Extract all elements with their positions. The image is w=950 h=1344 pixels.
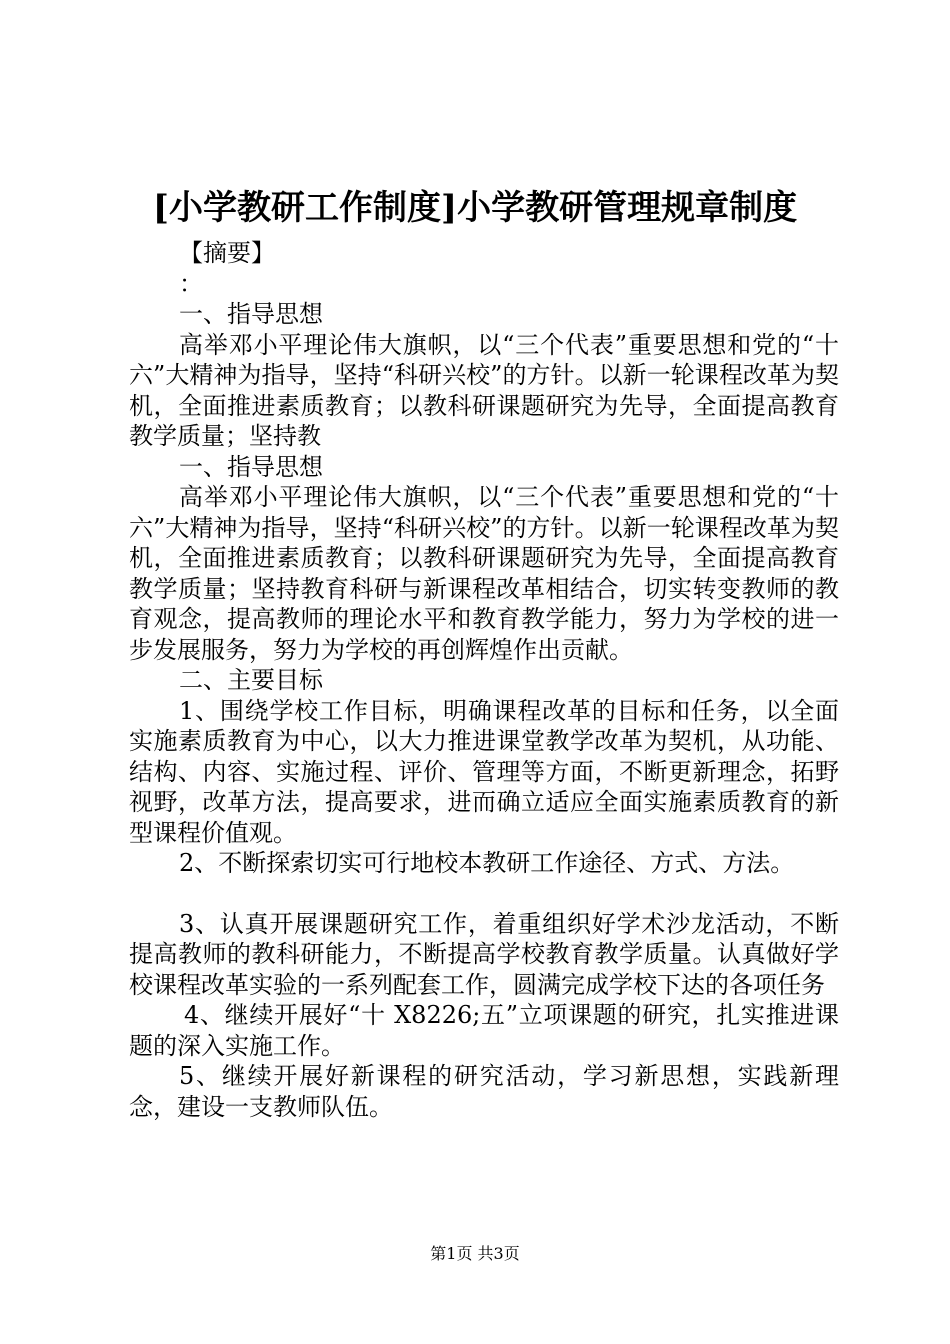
section-heading-guiding-2: 一、指导思想	[179, 452, 323, 481]
paragraph-guiding-2: 高举邓小平理论伟大旗帜，以“三个代表”重要思想和党的“十六”大精神为指导，坚持“科研兴校”的方针。以新一轮课程改革为契机，全面推进素质教育；以教科研课题研究为先导，全面提高教育教学质量；坚持教育科研与新课程改革相结合，切实转变教师的教育观念，提高教师的理论水平和教育教学能力，努力为学校的进一步发展服务，努力为学校的再创辉煌作出贡献。	[129, 483, 839, 664]
goal-item-5: 5、继续开展好新课程的研究活动，学习新思想，实践新理念，建设一支教师队伍。	[129, 1062, 839, 1121]
document-title: [小学教研工作制度]小学教研管理规章制度	[152, 188, 798, 228]
abstract-label: 【摘要】	[179, 239, 275, 267]
document-body	[129, 238, 839, 1122]
page-footer: 第1页 共3页	[430, 1244, 520, 1263]
goal-item-2: 2、不断探索切实可行地校本教研工作途径、方式、方法。	[179, 849, 795, 877]
goal-item-4: 4、继续开展好“十 X8226;五”立项课题的研究，扎实推进课题的深入实施工作。	[129, 1001, 839, 1060]
paragraph-guiding-1: 高举邓小平理论伟大旗帜，以“三个代表”重要思想和党的“十六”大精神为指导，坚持“科研兴校”的方针。以新一轮课程改革为契机，全面推进素质教育；以教科研课题研究为先导，全面提高教育教学质量；坚持教	[129, 330, 839, 450]
blank-line	[129, 879, 839, 909]
section-heading-goals: 二、主要目标	[179, 666, 323, 694]
goal-item-1: 1、围绕学校工作目标，明确课程改革的目标和任务，以全面实施素质教育为中心，以大力推进课堂教学改革为契机，从功能、结构、内容、实施过程、评价、管理等方面，不断更新理念，拓野视野，改革方法，提高要求，进而确立适应全面实施素质教育的新型课程价值观。	[129, 696, 839, 847]
abstract-colon: ：	[179, 269, 203, 298]
goal-item-3: 3、认真开展课题研究工作，着重组织好学术沙龙活动，不断提高教师的教科研能力，不断提高学校教育教学质量。认真做好学校课程改革实验的一系列配套工作，圆满完成学校下达的各项任务	[129, 909, 839, 999]
section-heading-guiding-1: 一、指导思想	[179, 300, 323, 328]
